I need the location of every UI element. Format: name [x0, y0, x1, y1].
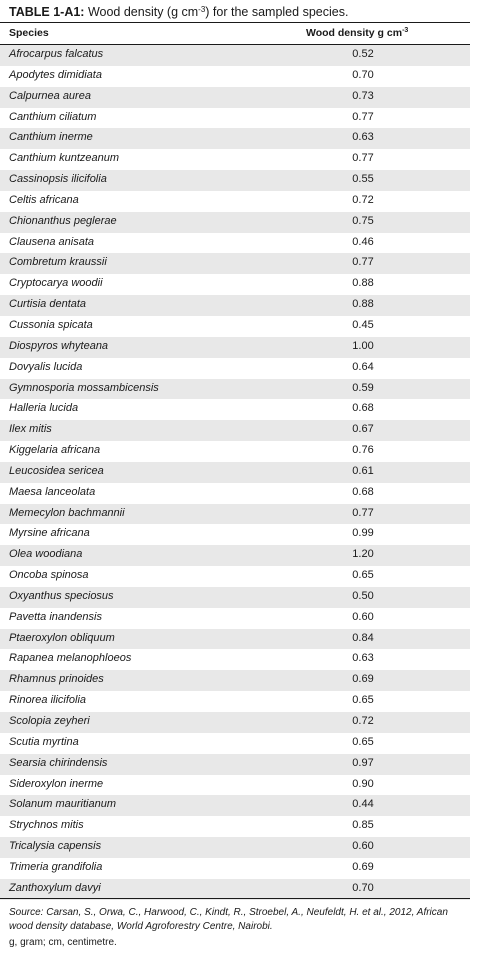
table-row [0, 712, 470, 733]
species-cell: Tricalysia capensis [9, 840, 102, 853]
density-cell: 0.65 [352, 694, 374, 707]
density-cell: 0.68 [352, 485, 374, 498]
species-cell: Memecylon bachmannii [9, 506, 125, 519]
table-row [0, 691, 470, 712]
species-cell: Afrocarpus falcatus [9, 48, 104, 60]
density-cell: 0.72 [352, 193, 374, 206]
density-cell: 0.85 [352, 819, 374, 832]
density-cell: 1.20 [352, 548, 374, 561]
species-cell: Clausena anisata [9, 235, 95, 248]
species-cell: Rinorea ilicifolia [9, 694, 87, 707]
species-cell: Ilex mitis [9, 423, 52, 436]
species-cell: Cryptocarya woodii [9, 277, 103, 290]
density-cell: 0.73 [352, 89, 374, 102]
header-density-superscript: -3 [402, 27, 409, 34]
species-cell: Leucosidea sericea [9, 464, 104, 477]
density-cell: 0.60 [352, 610, 374, 623]
species-cell: Canthium ciliatum [9, 110, 97, 123]
source-note: Source: Carsan, S., Orwa, C., Harwood, C., Kindt, R., Stroebel, A., Neufeldt, H. et al., 2012, African wood density database, World Agroforestry Centre, Nairobi. [9, 907, 448, 932]
table-row [0, 858, 470, 879]
density-cell: 0.44 [352, 798, 374, 811]
table-body [0, 45, 470, 900]
table-row [0, 670, 470, 691]
table-row [0, 358, 470, 379]
density-cell: 0.77 [352, 256, 374, 269]
table-bottom-rule [0, 898, 470, 899]
header-density-text: Wood density g cm [306, 27, 403, 39]
species-cell: Dovyalis lucida [9, 360, 83, 373]
species-cell: Sideroxylon inerme [9, 777, 104, 790]
caption-text-end: ) for the sampled species. [205, 5, 349, 19]
caption-text: Wood density (g cm [84, 5, 199, 19]
density-cell: 0.72 [352, 715, 374, 727]
table-row [0, 608, 470, 629]
table-row [0, 524, 470, 545]
table-label: TABLE 1-A1: [9, 5, 85, 19]
table-row [0, 754, 470, 775]
density-cell: 0.69 [352, 673, 374, 686]
species-cell: Canthium inerme [9, 131, 93, 144]
species-cell: Combretum kraussii [9, 256, 107, 269]
density-cell: 0.70 [352, 881, 374, 894]
density-cell: 0.77 [352, 152, 374, 165]
table-row [0, 775, 470, 796]
table-row [0, 504, 470, 525]
table-top-rule [0, 22, 470, 23]
table-footnote [9, 906, 471, 950]
density-cell: 0.75 [352, 214, 374, 227]
table-row [0, 66, 470, 87]
species-cell: Trimeria grandifolia [9, 860, 103, 873]
table-row [0, 837, 470, 858]
density-cell: 0.77 [352, 110, 374, 123]
table-row [0, 795, 470, 816]
species-cell: Curtisia dentata [9, 298, 87, 311]
density-cell: 0.55 [352, 173, 374, 186]
table-row [0, 108, 470, 129]
table-row [0, 274, 470, 295]
density-cell: 0.88 [352, 298, 374, 311]
table-row [0, 816, 470, 837]
species-cell: Gymnosporia mossambicensis [9, 381, 159, 394]
table-header [0, 24, 470, 44]
species-cell: Pavetta inandensis [9, 610, 102, 623]
species-cell: Cussonia spicata [9, 318, 93, 331]
species-cell: Scolopia zeyheri [9, 715, 90, 727]
table-row [0, 587, 470, 608]
abbreviations-note: g, gram; cm, centimetre. [9, 937, 117, 948]
density-cell: 0.63 [352, 652, 374, 665]
table-row [0, 483, 470, 504]
density-cell: 0.76 [352, 444, 374, 457]
species-cell: Strychnos mitis [9, 819, 84, 832]
species-cell: Kiggelaria africana [9, 444, 101, 457]
species-cell: Rapanea melanophloeos [9, 652, 132, 665]
density-cell: 0.69 [352, 860, 374, 873]
table-row [0, 170, 470, 191]
density-cell: 0.64 [352, 360, 374, 373]
density-cell: 0.46 [352, 235, 374, 248]
table-row [0, 87, 470, 108]
density-cell: 0.59 [352, 381, 374, 394]
table-row [0, 149, 470, 170]
density-cell: 0.99 [352, 527, 374, 540]
table-row [0, 45, 470, 66]
table-row [0, 379, 470, 400]
density-cell: 0.50 [352, 589, 374, 602]
table-row [0, 337, 470, 358]
density-cell: 0.60 [352, 840, 374, 853]
table-caption [9, 4, 348, 20]
species-cell: Solanum mauritianum [9, 798, 116, 811]
table-row [0, 733, 470, 754]
density-cell: 0.97 [352, 756, 374, 769]
species-cell: Olea woodiana [9, 548, 83, 561]
density-cell: 1.00 [352, 339, 374, 352]
density-cell: 0.90 [352, 777, 374, 790]
density-cell: 0.88 [352, 277, 374, 290]
density-cell: 0.67 [352, 423, 374, 436]
density-cell: 0.61 [352, 464, 374, 477]
caption-superscript: -3 [198, 5, 206, 14]
density-cell: 0.65 [352, 735, 374, 748]
species-cell: Celtis africana [9, 193, 79, 206]
species-cell: Ptaeroxylon obliquum [9, 631, 115, 644]
species-cell: Zanthoxylum davyi [9, 881, 101, 894]
species-cell: Apodytes dimidiata [9, 68, 102, 81]
table-row [0, 191, 470, 212]
table-row [0, 545, 470, 566]
species-cell: Canthium kuntzeanum [9, 152, 120, 165]
species-cell: Scutia myrtina [9, 735, 79, 748]
table-row [0, 233, 470, 254]
table-row [0, 212, 470, 233]
table-row [0, 420, 470, 441]
table-row [0, 879, 470, 900]
table-row [0, 566, 470, 587]
table-row [0, 629, 470, 650]
species-cell: Searsia chirindensis [9, 756, 108, 769]
species-cell: Chionanthus peglerae [9, 214, 117, 227]
table-row [0, 399, 470, 420]
species-cell: Oncoba spinosa [9, 569, 89, 582]
table-row [0, 295, 470, 316]
species-cell: Halleria lucida [9, 402, 79, 415]
header-wood-density [306, 27, 408, 39]
species-cell: Oxyanthus speciosus [9, 589, 114, 602]
density-cell: 0.84 [352, 631, 374, 644]
species-cell: Calpurnea aurea [9, 89, 91, 102]
species-cell: Myrsine africana [9, 527, 90, 540]
table-row [0, 316, 470, 337]
density-cell: 0.65 [352, 569, 374, 582]
header-species: Species [9, 27, 49, 39]
density-cell: 0.52 [352, 48, 374, 60]
species-cell: Maesa lanceolata [9, 485, 96, 498]
table-row [0, 441, 470, 462]
table-row [0, 649, 470, 670]
table-row [0, 462, 470, 483]
species-cell: Rhamnus prinoides [9, 673, 104, 686]
density-cell: 0.77 [352, 506, 374, 519]
table-row [0, 128, 470, 149]
species-cell: Diospyros whyteana [9, 339, 109, 352]
density-cell: 0.70 [352, 68, 374, 81]
species-cell: Cassinopsis ilicifolia [9, 173, 107, 186]
table-row [0, 253, 470, 274]
density-cell: 0.68 [352, 402, 374, 415]
density-cell: 0.45 [352, 318, 374, 331]
density-cell: 0.63 [352, 131, 374, 144]
